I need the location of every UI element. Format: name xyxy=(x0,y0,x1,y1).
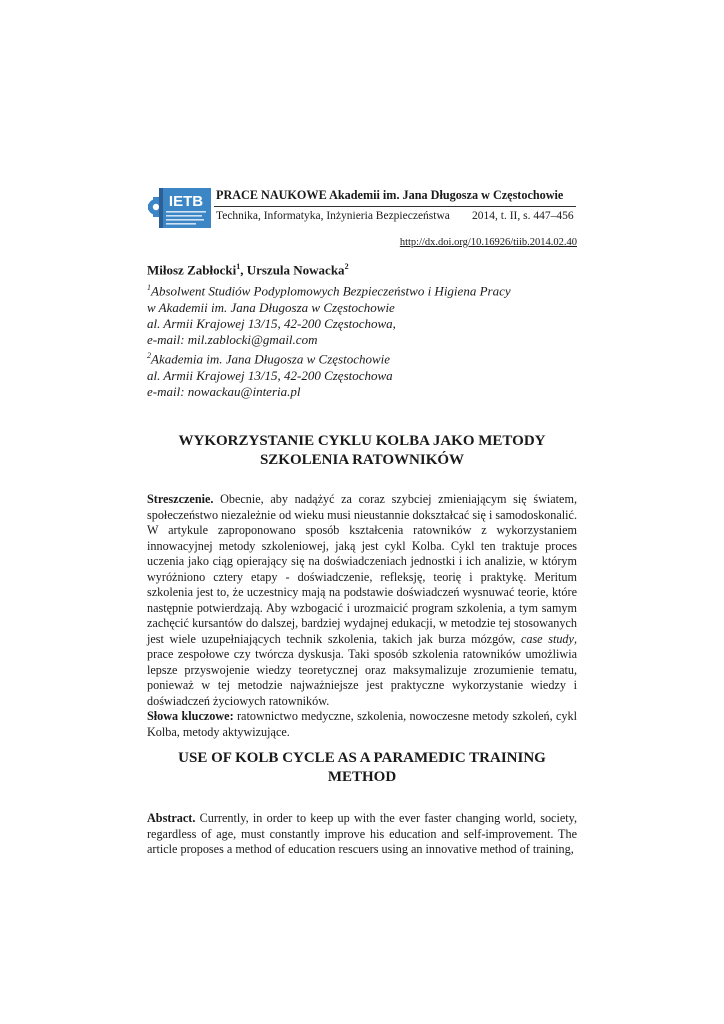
affiliations xyxy=(147,280,511,400)
title-line: USE OF KOLB CYCLE AS A PARAMEDIC TRAINING xyxy=(178,750,546,766)
affiliation-email[interactable]: e-mail: mil.zablocki@gmail.com xyxy=(147,331,318,347)
abstract-italic-term: case study xyxy=(520,631,574,646)
abstract-en xyxy=(147,811,577,858)
keywords-label: Słowa kluczowe: xyxy=(147,709,234,723)
author-affiliation-marker: 1 xyxy=(236,262,241,271)
header-divider xyxy=(214,206,576,207)
title-line: METHOD xyxy=(327,769,397,785)
abstract-text: , prace zespołowe czy twórcza dyskusja. Taki sposób szkolenia ratowników umożliwia lepsze przyswojenie wiedzy teoretycznej oraz maksymalizuje zrozumienie tematu, ponieważ w tej metodzie najważniejsze jest praktyczne wykorzystanie wiedzy i doświadczeń życiowych ratowników. xyxy=(147,631,577,708)
abstract-label: Streszczenie. xyxy=(147,492,214,506)
author-affiliation-marker: 2 xyxy=(344,262,349,271)
author-list xyxy=(147,262,349,278)
affiliation-line: $^1$Absolwent Studiów Podyplomowych Bezpieczeństwo i Higiena Pracy xyxy=(147,283,511,299)
abstract-pl xyxy=(147,492,577,740)
paper-title-pl xyxy=(147,432,577,470)
title-line: WYKORZYSTANIE CYKLU KOLBA JAKO METODY xyxy=(178,433,546,449)
journal-title: PRACE NAUKOWE Akademii im. Jana Długosza w Częstochowie xyxy=(216,188,564,202)
abstract-label: Abstract. xyxy=(147,811,196,825)
title-line: SZKOLENIA RATOWNIKÓW xyxy=(259,452,465,468)
keywords-text: ratownictwo medyczne, szkolenia, nowoczesne metody szkoleń, cykl Kolba, metody aktywizujące. xyxy=(147,709,577,739)
logo-text: IETB xyxy=(168,193,204,210)
journal-series: Technika, Informatyka, Inżynieria Bezpieczeństwa xyxy=(216,210,450,222)
ietb-logo-icon xyxy=(148,184,212,230)
abstract-text: Obecnie, aby nadążyć za coraz szybciej zmieniającym się światem, społeczeństwo niezależnie od wieku musi nieustannie dokształcać się i samodoskonalić. W artykule zaproponowano sposób kształcenia ratowników z wykorzystaniem innowacyjnej metody szkoleniowej, jaką jest cykl Kolba. Cykl ten traktuje proces uczenia jako ciąg opierający się na doświadczeniach jednostki i ich analizie, w którym wyróżniono cztery etapy - doświadczenie, refleksję, teorię i praktykę. Meritum szkolenia jest to, że uczestnicy mają na podstawie doświadczeń wysnuwać teorie, które następnie potwierdzają. Aby wzbogacić i urozmaicić program szkolenia, a tym samym zachęcić kursantów do dalszej, bardziej wydajnej edukacji, w metodzie tej stosowanych jest wiele uzupełniających technik szkolenia, takich jak burza mózgów, xyxy=(147,492,577,646)
paper-title-en xyxy=(147,749,577,787)
author-name: Miłosz Zabłocki xyxy=(147,262,237,278)
affiliation-line: $^2$Akademia im. Jana Długosza w Częstochowie xyxy=(147,351,391,367)
affiliation-line: w Akademii im. Jana Długosza w Częstochowie xyxy=(147,299,395,315)
abstract-text: Currently, in order to keep up with the ever faster changing world, society, regardless of age, must constantly improve his education and self-improvement. The article proposes a method of education rescuers using an innovative method of training, xyxy=(147,811,577,856)
journal-logo xyxy=(148,184,212,230)
author-name: Urszula Nowacka xyxy=(246,262,345,278)
doi-link[interactable]: http://dx.doi.org/10.16926/tiib.2014.02.40 xyxy=(399,237,577,248)
affiliation-marker: 2 xyxy=(147,351,151,361)
affiliation-email[interactable]: e-mail: nowackau@interia.pl xyxy=(147,383,301,399)
journal-volume: 2014, t. II, s. 447–456 xyxy=(472,210,574,222)
affiliation-line: al. Armii Krajowej 13/15, 42-200 Częstochowa xyxy=(147,367,393,383)
affiliation-line: al. Armii Krajowej 13/15, 42-200 Częstochowa, xyxy=(147,315,396,331)
affiliation-marker: 1 xyxy=(147,283,151,292)
author-separator: , xyxy=(240,262,247,278)
keywords xyxy=(147,709,577,740)
